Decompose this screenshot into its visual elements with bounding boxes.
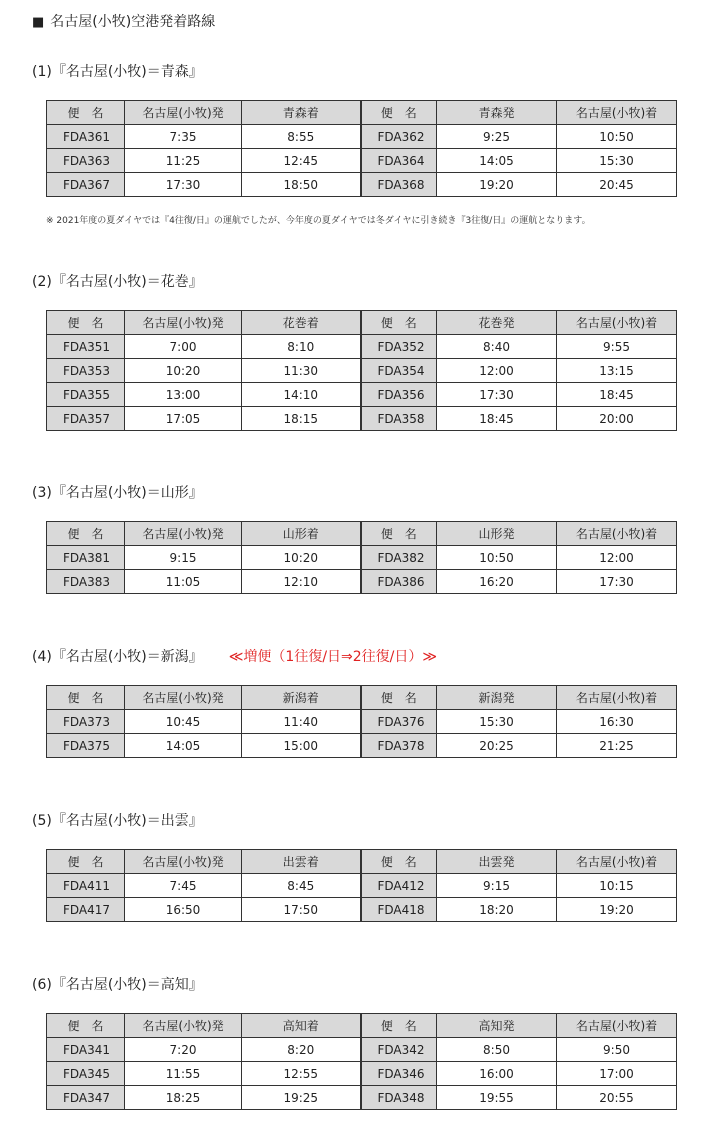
time-cell: 21:25: [557, 734, 677, 758]
page-title: [32, 12, 215, 33]
route-title: (3)『名古屋(小牧)＝山形』: [32, 485, 203, 501]
header-flight: 便 名: [361, 686, 437, 710]
time-cell: 12:00: [437, 359, 557, 383]
time-cell: 10:15: [557, 874, 677, 898]
route-title: (2)『名古屋(小牧)＝花巻』: [32, 274, 203, 290]
time-cell: 11:25: [125, 149, 242, 173]
flight-number: FDA358: [361, 407, 437, 431]
flight-number: FDA341: [47, 1038, 125, 1062]
table-row: [47, 383, 677, 407]
time-cell: 18:15: [242, 407, 361, 431]
flight-number: FDA352: [361, 335, 437, 359]
table-row: [47, 570, 677, 594]
time-cell: 14:05: [437, 149, 557, 173]
time-cell: 9:50: [557, 1038, 677, 1062]
table-row: [47, 1062, 677, 1086]
table-row: [47, 1038, 677, 1062]
time-cell: 8:10: [242, 335, 361, 359]
time-cell: 10:20: [242, 546, 361, 570]
header-col: 名古屋(小牧)着: [557, 311, 677, 335]
time-cell: 11:30: [242, 359, 361, 383]
square-bullet-icon: ■: [32, 15, 45, 30]
table-row: [47, 734, 677, 758]
header-col: 高知発: [437, 1014, 557, 1038]
timetable: [46, 849, 677, 922]
time-cell: 11:05: [125, 570, 242, 594]
time-cell: 15:00: [242, 734, 361, 758]
flight-number: FDA418: [361, 898, 437, 922]
flight-number: FDA386: [361, 570, 437, 594]
table-row: [47, 546, 677, 570]
flight-number: FDA383: [47, 570, 125, 594]
header-flight: 便 名: [47, 311, 125, 335]
time-cell: 16:50: [125, 898, 242, 922]
time-cell: 9:25: [437, 125, 557, 149]
time-cell: 17:30: [125, 173, 242, 197]
timetable: [46, 100, 677, 197]
table-header-row: [47, 1014, 677, 1038]
header-col: 名古屋(小牧)発: [125, 1014, 242, 1038]
route-title: [32, 647, 437, 667]
header-flight: 便 名: [47, 686, 125, 710]
time-cell: 7:00: [125, 335, 242, 359]
time-cell: 9:15: [437, 874, 557, 898]
timetable: [46, 685, 677, 758]
flight-number: FDA348: [361, 1086, 437, 1110]
table-row: [47, 407, 677, 431]
flight-number: FDA346: [361, 1062, 437, 1086]
flight-number: FDA367: [47, 173, 125, 197]
time-cell: 9:55: [557, 335, 677, 359]
header-col: 名古屋(小牧)着: [557, 850, 677, 874]
time-cell: 7:20: [125, 1038, 242, 1062]
flight-number: FDA361: [47, 125, 125, 149]
flight-number: FDA355: [47, 383, 125, 407]
time-cell: 18:45: [557, 383, 677, 407]
flight-number: FDA357: [47, 407, 125, 431]
route-title: (5)『名古屋(小牧)＝出雲』: [32, 813, 203, 829]
time-cell: 16:20: [437, 570, 557, 594]
flight-number: FDA347: [47, 1086, 125, 1110]
time-cell: 13:00: [125, 383, 242, 407]
header-col: 名古屋(小牧)発: [125, 850, 242, 874]
header-col: 名古屋(小牧)着: [557, 1014, 677, 1038]
time-cell: 19:25: [242, 1086, 361, 1110]
time-cell: 8:40: [437, 335, 557, 359]
table-row: [47, 359, 677, 383]
table-row: [47, 125, 677, 149]
flight-number: FDA354: [361, 359, 437, 383]
time-cell: 17:30: [437, 383, 557, 407]
time-cell: 15:30: [437, 710, 557, 734]
flight-number: FDA376: [361, 710, 437, 734]
header-col: 名古屋(小牧)着: [557, 522, 677, 546]
time-cell: 8:55: [242, 125, 361, 149]
header-flight: 便 名: [47, 850, 125, 874]
time-cell: 20:55: [557, 1086, 677, 1110]
time-cell: 17:30: [557, 570, 677, 594]
flight-number: FDA363: [47, 149, 125, 173]
header-col: 出雲着: [242, 850, 361, 874]
header-col: 名古屋(小牧)発: [125, 101, 242, 125]
time-cell: 16:30: [557, 710, 677, 734]
table-row: [47, 874, 677, 898]
time-cell: 11:55: [125, 1062, 242, 1086]
time-cell: 10:50: [557, 125, 677, 149]
flight-number: FDA364: [361, 149, 437, 173]
time-cell: 19:20: [557, 898, 677, 922]
header-col: 名古屋(小牧)着: [557, 101, 677, 125]
header-col: 青森着: [242, 101, 361, 125]
time-cell: 18:50: [242, 173, 361, 197]
time-cell: 12:55: [242, 1062, 361, 1086]
time-cell: 18:25: [125, 1086, 242, 1110]
table-header-row: [47, 311, 677, 335]
time-cell: 10:20: [125, 359, 242, 383]
header-col: 高知着: [242, 1014, 361, 1038]
flight-number: FDA411: [47, 874, 125, 898]
timetable: [46, 1013, 677, 1110]
timetable: [46, 521, 677, 594]
header-flight: 便 名: [361, 101, 437, 125]
header-flight: 便 名: [47, 1014, 125, 1038]
header-flight: 便 名: [47, 101, 125, 125]
time-cell: 17:05: [125, 407, 242, 431]
time-cell: 7:45: [125, 874, 242, 898]
time-cell: 10:50: [437, 546, 557, 570]
flight-number: FDA368: [361, 173, 437, 197]
time-cell: 20:00: [557, 407, 677, 431]
header-col: 花巻発: [437, 311, 557, 335]
header-col: 新潟着: [242, 686, 361, 710]
flight-number: FDA382: [361, 546, 437, 570]
time-cell: 12:45: [242, 149, 361, 173]
time-cell: 17:50: [242, 898, 361, 922]
time-cell: 7:35: [125, 125, 242, 149]
time-cell: 20:25: [437, 734, 557, 758]
header-col: 花巻着: [242, 311, 361, 335]
flight-number: FDA342: [361, 1038, 437, 1062]
time-cell: 19:20: [437, 173, 557, 197]
flight-number: FDA373: [47, 710, 125, 734]
header-col: 山形発: [437, 522, 557, 546]
time-cell: 18:45: [437, 407, 557, 431]
header-col: 青森発: [437, 101, 557, 125]
time-cell: 12:10: [242, 570, 361, 594]
time-cell: 8:50: [437, 1038, 557, 1062]
time-cell: 17:00: [557, 1062, 677, 1086]
route-title: (6)『名古屋(小牧)＝高知』: [32, 977, 203, 993]
table-header-row: [47, 850, 677, 874]
flight-number: FDA362: [361, 125, 437, 149]
flight-number: FDA417: [47, 898, 125, 922]
time-cell: 11:40: [242, 710, 361, 734]
table-row: [47, 335, 677, 359]
table-row: [47, 149, 677, 173]
flight-number: FDA353: [47, 359, 125, 383]
time-cell: 16:00: [437, 1062, 557, 1086]
header-flight: 便 名: [361, 311, 437, 335]
route-title-text: (4)『名古屋(小牧)＝新潟』: [32, 649, 203, 665]
time-cell: 8:20: [242, 1038, 361, 1062]
time-cell: 14:05: [125, 734, 242, 758]
flight-number: FDA345: [47, 1062, 125, 1086]
flight-number: FDA356: [361, 383, 437, 407]
time-cell: 19:55: [437, 1086, 557, 1110]
header-col: 山形着: [242, 522, 361, 546]
header-col: 出雲発: [437, 850, 557, 874]
time-cell: 9:15: [125, 546, 242, 570]
header-col: 名古屋(小牧)発: [125, 311, 242, 335]
time-cell: 20:45: [557, 173, 677, 197]
header-col: 名古屋(小牧)着: [557, 686, 677, 710]
table-row: [47, 710, 677, 734]
flight-number: FDA375: [47, 734, 125, 758]
flight-number: FDA412: [361, 874, 437, 898]
table-row: [47, 1086, 677, 1110]
time-cell: 8:45: [242, 874, 361, 898]
page-title-text: 名古屋(小牧)空港発着路線: [50, 14, 216, 30]
header-flight: 便 名: [361, 1014, 437, 1038]
timetable: [46, 310, 677, 431]
header-flight: 便 名: [361, 850, 437, 874]
time-cell: 18:20: [437, 898, 557, 922]
increase-notice: ≪増便（1往復/日⇒2往復/日）≫: [228, 649, 438, 665]
table-row: [47, 898, 677, 922]
flight-number: FDA381: [47, 546, 125, 570]
header-flight: 便 名: [361, 522, 437, 546]
time-cell: 15:30: [557, 149, 677, 173]
header-col: 新潟発: [437, 686, 557, 710]
flight-number: FDA351: [47, 335, 125, 359]
table-header-row: [47, 686, 677, 710]
time-cell: 14:10: [242, 383, 361, 407]
time-cell: 13:15: [557, 359, 677, 383]
header-col: 名古屋(小牧)発: [125, 686, 242, 710]
header-flight: 便 名: [47, 522, 125, 546]
time-cell: 10:45: [125, 710, 242, 734]
footnote: ※ 2021年度の夏ダイヤでは『4往復/日』の運航でしたが、今年度の夏ダイヤでは冬ダイヤに引き続き『3往復/日』の運航となります。: [46, 216, 591, 226]
route-title: (1)『名古屋(小牧)＝青森』: [32, 64, 203, 80]
header-col: 名古屋(小牧)発: [125, 522, 242, 546]
time-cell: 12:00: [557, 546, 677, 570]
table-header-row: [47, 522, 677, 546]
table-row: [47, 173, 677, 197]
flight-number: FDA378: [361, 734, 437, 758]
table-header-row: [47, 101, 677, 125]
